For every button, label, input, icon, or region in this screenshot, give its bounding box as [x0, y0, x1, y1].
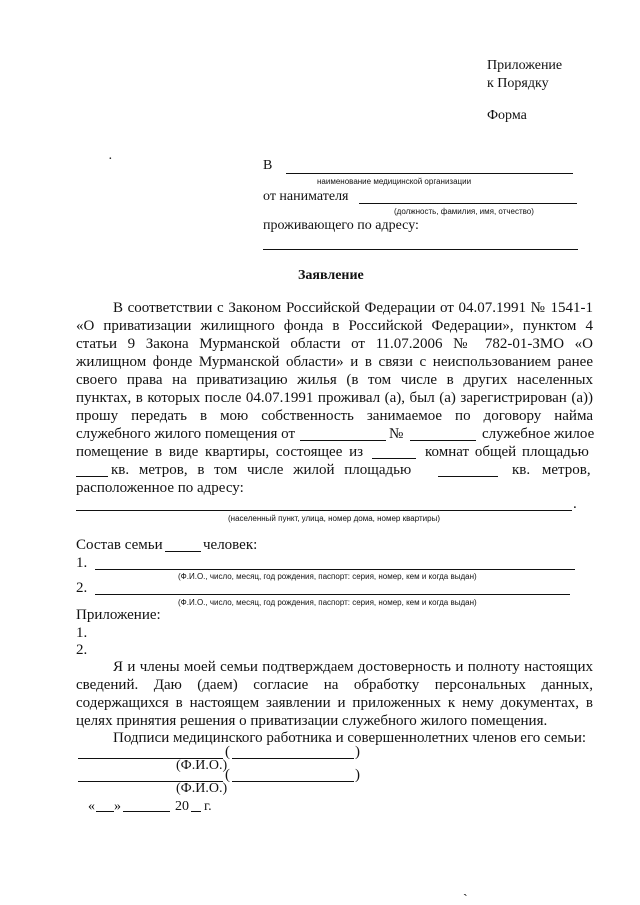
signature-2-name-field[interactable]: [232, 781, 354, 782]
body-line-7: прошу передать в мою собственность занимаемое по договору найма: [76, 408, 593, 424]
number-sign: №: [389, 426, 404, 442]
family-member-1-field[interactable]: [95, 569, 575, 570]
residence-address-field[interactable]: [263, 249, 578, 250]
family-label-end: человек:: [203, 537, 258, 553]
body-line-9-end: комнат общей площадью: [425, 444, 589, 460]
residence-label: проживающего по адресу:: [263, 218, 419, 233]
signature-1-caption: (Ф.И.О.): [176, 758, 228, 773]
attachment-item-2: 2.: [76, 642, 88, 658]
consent-line-1: Я и члены моей семьи подтверждаем достоверность и полноту настоящих: [113, 659, 593, 675]
body-line-4: жилищном фонде Мурманской области» и в связи с неиспользованием ранее: [76, 354, 593, 370]
organization-field[interactable]: [286, 173, 573, 174]
living-area-field[interactable]: [438, 476, 498, 477]
appendix-line-1: Приложение: [487, 58, 563, 73]
consent-line-4: целях принятия решения о приватизации служебного жилого помещения.: [76, 713, 548, 729]
property-address-caption: (населенный пункт, улица, номер дома, номер квартиры): [228, 514, 440, 523]
body-line-6: пунктах, в которых после 04.07.1991 проживал (а), был (а) зарегистрирован (а)): [76, 390, 593, 406]
signature-1-open-paren: (: [225, 744, 230, 760]
family-member-1-caption: (Ф.И.О., число, месяц, год рождения, паспорт: серия, номер, кем и когда выдан): [178, 572, 477, 581]
family-label-start: Состав семьи: [76, 537, 163, 553]
from-label: от нанимателя: [263, 189, 349, 204]
tenant-name-field[interactable]: [359, 203, 577, 204]
attachment-item-1: 1.: [76, 625, 88, 641]
body-line-1: В соответствии с Законом Российской Федерации от 04.07.1991 № 1541-1: [113, 300, 593, 316]
date-month-field[interactable]: [123, 811, 170, 812]
contract-number-field[interactable]: [410, 440, 476, 441]
body-line-10-end: кв. метров,: [512, 462, 591, 478]
family-member-1-number: 1.: [76, 555, 88, 571]
signatures-heading: Подписи медицинского работника и совершеннолетних членов его семьи:: [113, 730, 587, 746]
date-year-field[interactable]: [191, 811, 201, 812]
signature-1-name-field[interactable]: [232, 758, 354, 759]
attachments-label: Приложение:: [76, 607, 161, 623]
date-day-field[interactable]: [96, 811, 114, 812]
body-line-11: расположенное по адресу:: [76, 480, 244, 496]
family-member-2-caption: (Ф.И.О., число, месяц, год рождения, паспорт: серия, номер, кем и когда выдан): [178, 598, 477, 607]
body-line-10-start: кв. метров, в том числе жилой площадью: [111, 462, 412, 478]
body-line-3: статьи 9 Закона Мурманской области от 11.07.2006 № 782-01-ЗМО «О: [76, 336, 593, 352]
scan-dot-mark: ·: [108, 152, 113, 167]
address-period: .: [573, 496, 577, 512]
total-area-field[interactable]: [76, 476, 108, 477]
appendix-line-2: к Порядку: [487, 76, 549, 91]
body-line-8-end: служебное жилое: [482, 426, 595, 442]
body-line-2: «О приватизации жилищного фонда в Российской Федерации», пунктом 4: [76, 318, 593, 334]
body-line-5: своего права на приватизацию жилья (в том числе в других населенных: [76, 372, 593, 388]
signature-2-caption: (Ф.И.О.): [176, 781, 228, 796]
tenant-name-caption: (должность, фамилия, имя, отчество): [394, 207, 534, 216]
date-close-quote: »: [114, 799, 121, 814]
body-line-8-start: служебного жилого помещения от: [76, 426, 296, 442]
document-title: Заявление: [298, 268, 364, 283]
scan-tick-mark: ˏ: [463, 882, 468, 897]
signature-1-close-paren: ): [355, 744, 360, 760]
date-year-prefix: 20: [175, 799, 189, 814]
signature-2-open-paren: (: [225, 767, 230, 783]
date-year-suffix: г.: [204, 799, 212, 814]
body-line-9-start: помещение в виде квартиры, состоящее из: [76, 444, 364, 460]
family-member-2-number: 2.: [76, 580, 88, 596]
to-prefix: В: [263, 158, 273, 173]
form-label: Форма: [487, 108, 527, 123]
property-address-field[interactable]: [76, 510, 572, 511]
rooms-count-field[interactable]: [372, 458, 416, 459]
family-member-2-field[interactable]: [95, 594, 570, 595]
consent-line-3: содержащихся в настоящем заявлении и приложенных к нему документах, в: [76, 695, 593, 711]
date-open-quote: «: [88, 799, 95, 814]
organization-caption: наименование медицинской организации: [317, 177, 472, 186]
signature-2-close-paren: ): [355, 767, 360, 783]
family-count-field[interactable]: [165, 551, 201, 552]
consent-line-2: сведений. Даю (даем) согласие на обработку персональных данных,: [76, 677, 593, 693]
contract-date-field[interactable]: [300, 440, 386, 441]
